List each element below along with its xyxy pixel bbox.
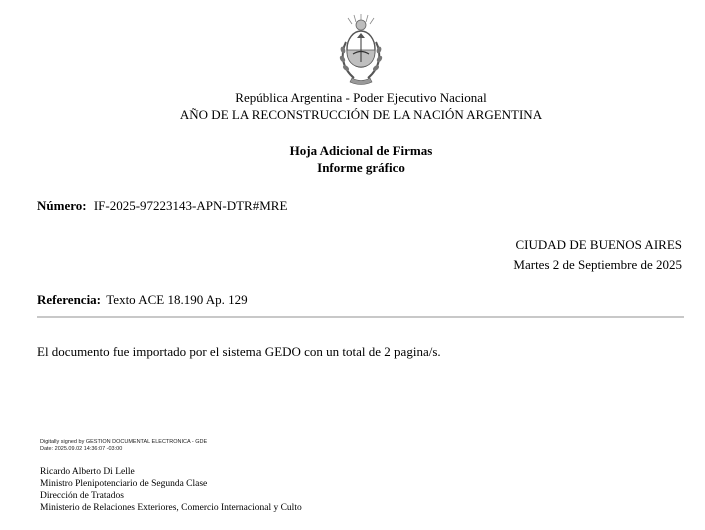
signer-position: Ministro Plenipotenciario de Segunda Clase — [40, 479, 208, 489]
reference — [37, 292, 248, 308]
signer-name: Ricardo Alberto Di Lelle — [40, 467, 135, 477]
document-subtitle: Informe gráfico — [317, 160, 405, 175]
digital-signature-by: Digitally signed by GESTION DOCUMENTAL ELECTRONICA - GDE — [40, 439, 208, 445]
body-text: El documento fue importado por el sistema GEDO con un total de 2 pagina/s. — [37, 344, 441, 359]
reference-value: Texto ACE 18.190 Ap. 129 — [106, 292, 248, 307]
reference-label: Referencia: — [37, 292, 102, 307]
signer-ministry: Ministerio de Relaciones Exteriores, Comercio Internacional y Culto — [40, 503, 302, 513]
header-line-1: República Argentina - Poder Ejecutivo Nacional — [235, 90, 487, 105]
document-number — [37, 198, 287, 214]
signer-office: Dirección de Tratados — [40, 491, 124, 501]
national-emblem-icon — [334, 12, 388, 86]
date: Martes 2 de Septiembre de 2025 — [513, 257, 682, 272]
number-label: Número: — [37, 198, 87, 213]
document-title: Hoja Adicional de Firmas — [289, 143, 433, 158]
city: CIUDAD DE BUENOS AIRES — [515, 237, 682, 252]
number-value: IF-2025-97223143-APN-DTR#MRE — [93, 198, 288, 213]
header-line-2: AÑO DE LA RECONSTRUCCIÓN DE LA NACIÓN ARGENTINA — [179, 107, 543, 122]
digital-signature-date: Date: 2025.09.02 14:36:07 -03:00 — [40, 446, 123, 452]
divider — [37, 316, 684, 318]
